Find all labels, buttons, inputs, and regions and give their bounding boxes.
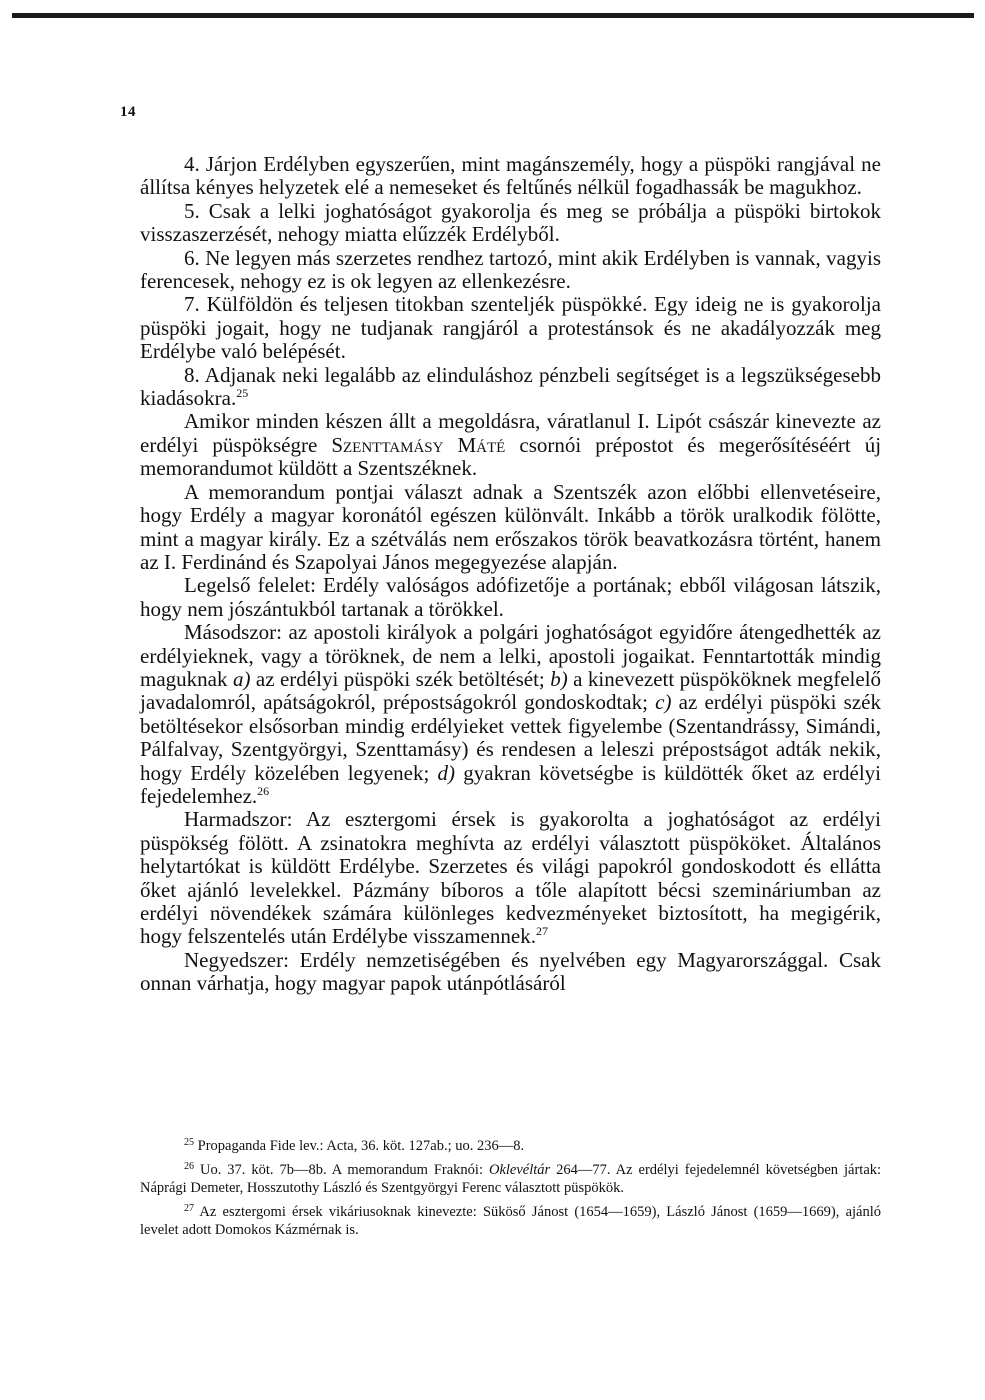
paragraph-fourth-answer: Negyedszer: Erdély nemzetiségében és nyelvében egy Magyarországgal. Csak onnan várhatja, hogy magyar papok utánpótlásáról xyxy=(140,947,881,996)
person-name: Szenttamásy Máté xyxy=(331,432,506,457)
footnote-number-25: 25 xyxy=(184,1137,194,1148)
footnote-27-text: Az esztergomi érsek vikáriusoknak kinevezte: Süköső Jánost (1654—1659), László Jánost (1659—1669), ajánló levelet adott Domokos Kázmérnak is. xyxy=(140,1203,882,1238)
footnote-ref-27: 27 xyxy=(535,924,548,939)
paragraph-memorandum: A memorandum pontjai választ adnak a Szentszék azon előbbi ellenvetéseire, hogy Erdély a magyar koronától egészen különvált. Inkább a török uralkodik fölötte, mint a magyar király. Ez a szétválás nem erőszakos török beavatkozásra történt, hanem az I. Ferdinánd és Szapolyai János megegyezése alapján. xyxy=(140,479,881,574)
footnotes xyxy=(140,1137,881,1240)
third-answer-text: Harmadszor: Az esztergomi érsek is gyakorolta a joghatóságot az erdélyi püspökség fölött. A zsinatokra meghívta az erdélyi választott püspököket. Általános helytartókat is küldött Erdélybe. Szerzetes és világi papokról gondoskodott és ellátta őket ajánló levelekkel. Pázmány bíboros a tőle alapított bécsi szemináriumban az erdélyi növendékek számára különleges kedvezményeket biztosított, ha megigérik, hogy felszentelés után Erdélybe visszamennek. xyxy=(140,807,881,949)
footnote-ref-25: 25 xyxy=(236,386,249,401)
footnote-number-27: 27 xyxy=(184,1202,194,1214)
paragraph-point-6: 6. Ne legyen más szerzetes rendhez tartozó, mint akik Erdélyben is vannak, vagyis ferencesek, nehogy ez is ok legyen az ellenkezésre. xyxy=(140,245,881,294)
paragraph-point-8-text: 8. Adjanak neki legalább az elinduláshoz pénzbeli segítséget is a legszükségesebb kiadásokra. xyxy=(140,362,881,411)
footnote-25 xyxy=(140,1137,881,1156)
paragraph-point-4: 4. Járjon Erdélyben egyszerűen, mint magánszemély, hogy a püspöki rangjával ne állítsa kényes helyzetek elé a nemeseket és feltűnés nélkül fogadhassák be magukhoz. xyxy=(140,152,881,200)
main-text xyxy=(140,153,881,996)
footnote-25-text: Propaganda Fide lev.: Acta, 36. köt. 127ab.; uo. 236—8. xyxy=(197,1138,525,1154)
second-answer-text-c: a kinevezett püspököknek megfelelő javadalomról, apátságokról, prépostságokról gondoskodtak; xyxy=(140,666,882,715)
list-marker-a: a) xyxy=(232,666,251,691)
paragraph-appointment xyxy=(140,410,881,480)
footnote-27 xyxy=(140,1203,881,1240)
paragraph-first-answer: Legelső felelet: Erdély valóságos adófizetője a portának; ebből világosan látszik, hogy nem jószántukból tartanak a törökkel. xyxy=(140,573,881,621)
footnote-26 xyxy=(140,1161,881,1198)
paragraph-appointment-text-a: Amikor minden készen állt a megoldásra, váratlanul I. Lipót császár kinevezte az erdélyi püspökségre xyxy=(140,409,881,457)
top-rule xyxy=(12,13,974,18)
footnote-26-text-a: Uo. 37. köt. 7b—8b. A memorandum Fraknói: xyxy=(199,1161,483,1178)
second-answer-text-a: Másodszor: az apostoli királyok a polgári joghatóságot egyidőre átengedhették az erdélyieknek, vagy a töröknek, de nem a lelki, apostoli jogaikat. Fenntartották mindig maguknak xyxy=(140,620,881,691)
page-number: 14 xyxy=(120,104,136,120)
paragraph-third-answer xyxy=(140,808,881,948)
list-marker-d: d) xyxy=(437,760,456,785)
second-answer-text-b: az erdélyi püspöki szék betöltését; xyxy=(255,666,545,691)
footnote-ref-26: 26 xyxy=(257,783,270,798)
list-marker-c: c) xyxy=(655,690,672,715)
paragraph-point-5: 5. Csak a lelki joghatóságot gyakorolja és meg se próbálja a püspöki birtokok visszaszerzését, nehogy miatta elűzzék Erdélyből. xyxy=(140,198,881,247)
footnote-26-title: Oklevéltár xyxy=(488,1161,551,1178)
list-marker-b: b) xyxy=(550,666,568,691)
second-answer-text-e: gyakran követségbe is küldötték őket az erdélyi fejedelemhez. xyxy=(140,760,881,808)
paragraph-point-7: 7. Külföldön és teljesen titokban szenteljék püspökké. Egy ideig ne is gyakorolja püspöki jogait, hogy ne tudjanak rangjáról a protestánsok és ne akadályozzák meg Erdélybe való belépését. xyxy=(140,292,881,364)
paragraph-appointment-text-b: csornói prépostot és megerősítéséért új memorandumot küldött a Szentszéknek. xyxy=(140,432,882,481)
paragraph-point-8 xyxy=(140,364,881,411)
second-answer-text-d: az erdélyi püspöki szék betöltésekor elsősorban mindig erdélyieket vettek figyelembe (Szentandrássy, Simándi, Pálfalvay, Szentgyörgyi, Szenttamásy) és rendesen a leleszi prépostságot adták nekik, hogy Erdély közelében legyenek; xyxy=(140,690,881,785)
footnote-26-text-b: 264—77. Az erdélyi fejedelemnél követségben jártak: Náprági Demeter, Hosszutothy László és Szentgyörgyi Ferenc választott püspökök. xyxy=(140,1161,882,1196)
paragraph-second-answer xyxy=(140,621,881,808)
footnote-number-26: 26 xyxy=(184,1160,194,1172)
